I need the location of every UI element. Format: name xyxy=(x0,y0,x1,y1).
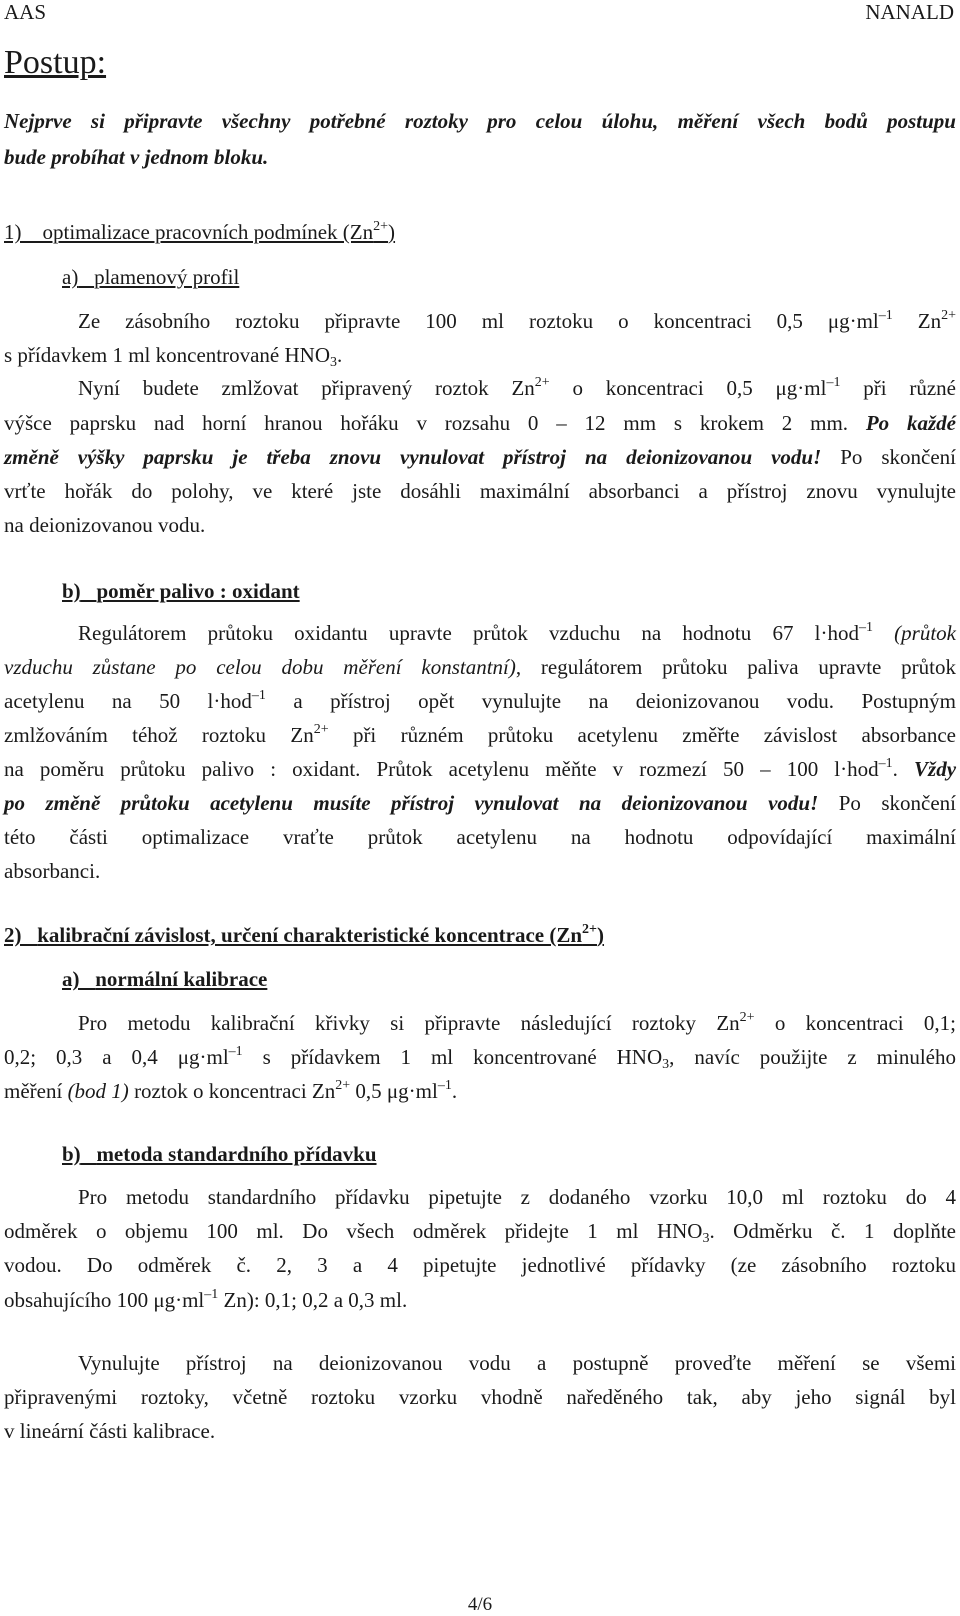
para-1b-line-6: po změně průtoku acetylenu musíte přístroj vynulovat na deionizovanou vodu! Po skončení xyxy=(4,791,957,815)
para-1b-line-8: absorbanci. xyxy=(4,859,101,883)
para-1a2-line-1: Nyní budete zmlžovat připravený roztok $Zn^{2+}$ o koncentraci 0,5 $\mu g\cdot ml^{-1}$ při různé xyxy=(78,375,956,400)
subsection-2b-heading: b) metoda standardního přídavku xyxy=(62,1142,377,1166)
para-1b-line-7: této části optimalizace vraťte průtok acetylenu na hodnotu odpovídající maximální xyxy=(4,825,956,849)
intro-line-1: Nejprve si připravte všechny potřebné roztoky pro celou úlohu, měření všech bodů postupu xyxy=(4,109,956,133)
para-2a-line-1: Pro metodu kalibrační křivky si připravte následující roztoky $Zn^{2+}$ o koncentraci 0,1; xyxy=(78,1010,957,1035)
page-number: 4/6 xyxy=(467,1594,493,1615)
para-1a2-line-5: na deionizovanou vodu. xyxy=(4,513,206,537)
para-1b-line-3: acetylenu na 50 l·hod$^{-1}$ a přístroj opět vynulujte na deionizovanou vodu. Postupným xyxy=(4,688,956,713)
subsection-2a-heading: a) normální kalibrace xyxy=(62,967,268,991)
header-right: NANALD xyxy=(865,0,954,24)
para-2b2-line-3: v lineární části kalibrace. xyxy=(4,1419,216,1443)
para-2b2-line-1: Vynulujte přístroj na deionizovanou vodu a postupně proveďte měření se všemi xyxy=(78,1351,956,1375)
intro-line-2: bude probíhat v jednom bloku. xyxy=(4,145,269,169)
para-1a1-line-2: s přídavkem 1 ml koncentrované $HNO_3$. xyxy=(4,343,343,370)
para-2b1-line-4: obsahujícího 100 $\mu g\cdot ml^{-1}$ Zn): 0,1; 0,2 a 0,3 ml. xyxy=(4,1287,408,1312)
para-1a1-line-1: Ze zásobního roztoku připravte 100 ml roztoku o koncentraci 0,5 $\mu g\cdot ml^{-1}$ $Zn^{2+}$ xyxy=(78,308,956,333)
para-1a2-line-3: změně výšky paprsku je třeba znovu vynulovat přístroj na deionizovanou vodu! Po skončení xyxy=(4,445,957,469)
para-2b1-line-3: vodou. Do odměrek č. 2, 3 a 4 pipetujte jednotlivé přídavky (ze zásobního roztoku xyxy=(4,1253,956,1277)
header-left: AAS xyxy=(4,0,47,24)
section-1-heading: 1) optimalizace pracovních podmínek $(Zn^{2+})$ xyxy=(4,219,396,244)
para-2b1-line-1: Pro metodu standardního přídavku pipetujte z dodaného vzorku 10,0 ml roztoku do 4 xyxy=(78,1185,956,1209)
para-2a-line-2: 0,2; 0,3 a 0,4 $\mu g\cdot ml^{-1}$ s přídavkem 1 ml koncentrované $HNO_3$, navíc použijte z minulého xyxy=(4,1044,956,1072)
para-2b1-line-2: odměrek o objemu 100 ml. Do všech odměrek přidejte 1 ml $HNO_3$. Odměrku č. 1 doplňte xyxy=(4,1219,956,1246)
para-1b-line-1: Regulátorem průtoku oxidantu upravte průtok vzduchu na hodnotu 67 l·hod$^{-1}$ (průtok xyxy=(78,620,956,645)
para-1a2-line-4: vrťte hořák do polohy, ve které jste dosáhli maximální absorbanci a přístroj znovu vynulujte xyxy=(4,479,956,503)
page-title: Postup: xyxy=(4,44,107,81)
para-2a-line-3: měření (bod 1) roztok o koncentraci $Zn^{2+}$ 0,5 $\mu g\cdot ml^{-1}$. xyxy=(4,1078,458,1103)
para-2b2-line-2: připravenými roztoky, včetně roztoku vzorku vhodně naředěného tak, aby jeho signál byl xyxy=(4,1385,956,1409)
subsection-1b-heading: b) poměr palivo : oxidant xyxy=(62,579,300,603)
para-1b-line-2: vzduchu zůstane po celou dobu měření konstantní), regulátorem průtoku paliva upravte průtok xyxy=(4,655,956,679)
para-1b-line-4: zmlžováním téhož roztoku $Zn^{2+}$ při různém průtoku acetylenu změřte závislost absorbance xyxy=(4,722,956,747)
section-2-heading: 2) kalibrační závislost, určení charakteristické koncentrace $(Zn^{2+})$ xyxy=(4,922,605,947)
subsection-1a-heading: a) plamenový profil xyxy=(62,265,240,289)
para-1a2-line-2: výšce paprsku nad horní hranou hořáku v rozsahu 0 – 12 mm s krokem 2 mm. Po každé xyxy=(4,411,956,435)
para-1b-line-5: na poměru průtoku palivo : oxidant. Průtok acetylenu měňte v rozmezí 50 – 100 l·hod$^{-1}$. Vždy xyxy=(4,756,957,781)
